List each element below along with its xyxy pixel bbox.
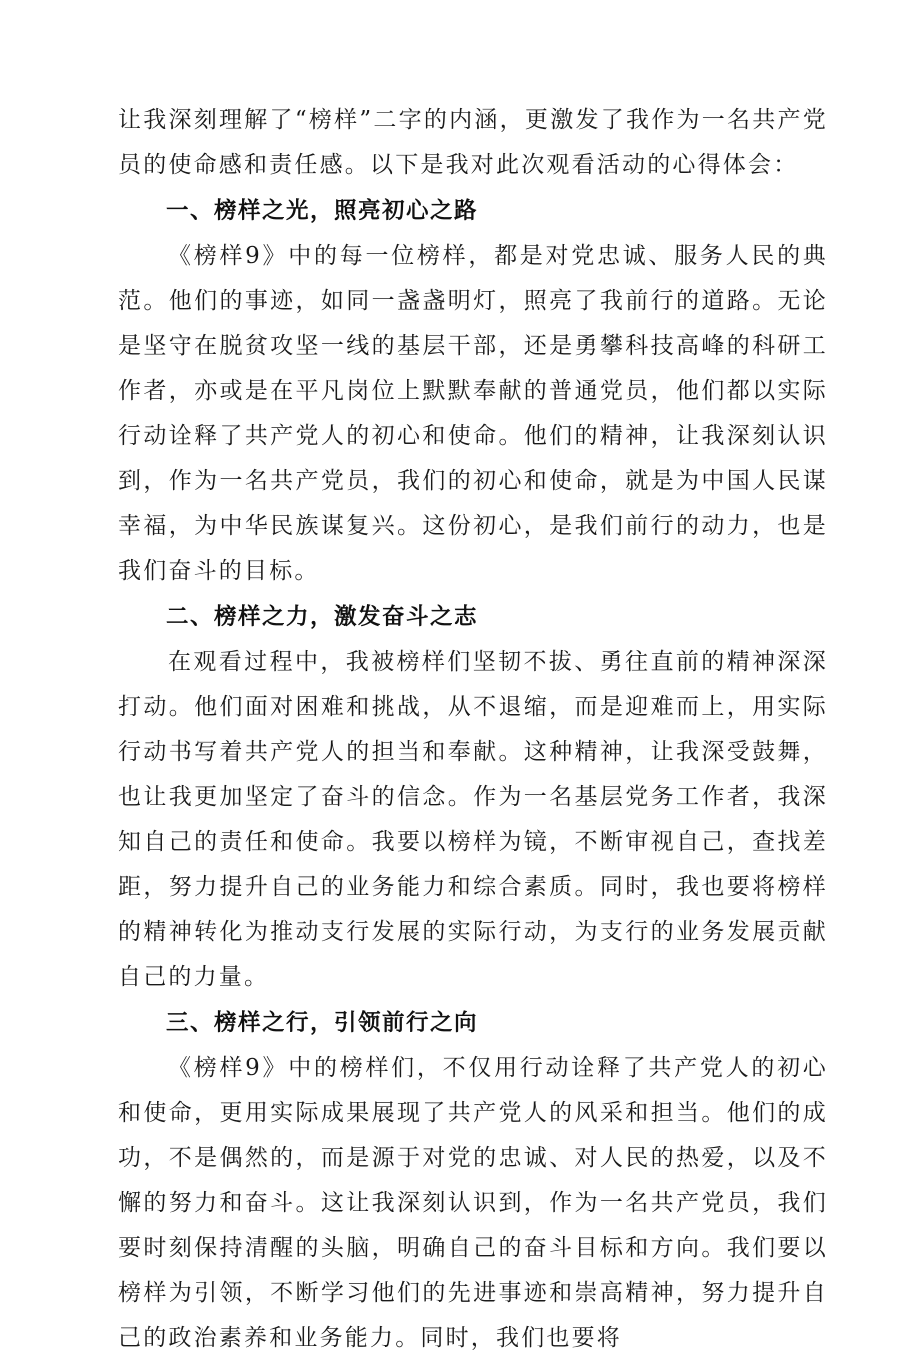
document-body [118,98,828,1361]
section-2-paragraph: 在观看过程中，我被榜样们坚韧不拔、勇往直前的精神深深打动。他们面对困难和挑战，从不退缩，而是迎难而上，用实际行动书写着共产党人的担当和奉献。这种精神，让我深受鼓舞，也让我更加坚定了奋斗的信念。作为一名基层党务工作者，我深知自己的责任和使命。我要以榜样为镜，不断审视自己，查找差距，努力提升自己的业务能力和综合素质。同时，我也要将榜样的精神转化为推动支行发展的实际行动，为支行的业务发展贡献自己的力量。 [118,649,828,990]
intro-paragraph: 让我深刻理解了“榜样”二字的内涵，更激发了我作为一名共产党员的使命感和责任感。以下是我对此次观看活动的心得体会： [118,107,828,178]
section-1-paragraph: 《榜样9》中的每一位榜样，都是对党忠诚、服务人民的典范。他们的事迹，如同一盏盏明灯，照亮了我前行的道路。无论是坚守在脱贫攻坚一线的基层干部，还是勇攀科技高峰的科研工作者，亦或是在平凡岗位上默默奉献的普通党员，他们都以实际行动诠释了共产党人的初心和使命。他们的精神，让我深刻认识到，作为一名共产党员，我们的初心和使命，就是为中国人民谋幸福，为中华民族谋复兴。这份初心，是我们前行的动力，也是我们奋斗的目标。 [118,243,828,584]
section-1-heading: 一、榜样之光，照亮初心之路 [166,198,479,224]
section-2-heading: 二、榜样之力，激发奋斗之志 [166,604,479,630]
section-3-paragraph: 《榜样9》中的榜样们，不仅用行动诠释了共产党人的初心和使命，更用实际成果展现了共产党人的风采和担当。他们的成功，不是偶然的，而是源于对党的忠诚、对人民的热爱，以及不懈的努力和奋斗。这让我深刻认识到，作为一名共产党员，我们要时刻保持清醒的头脑，明确自己的奋斗目标和方向。我们要以榜样为引领，不断学习他们的先进事迹和崇高精神，努力提升自己的政治素养和业务能力。同时，我们也要将 [118,1055,828,1351]
section-3-heading: 三、榜样之行，引领前行之向 [166,1010,479,1036]
